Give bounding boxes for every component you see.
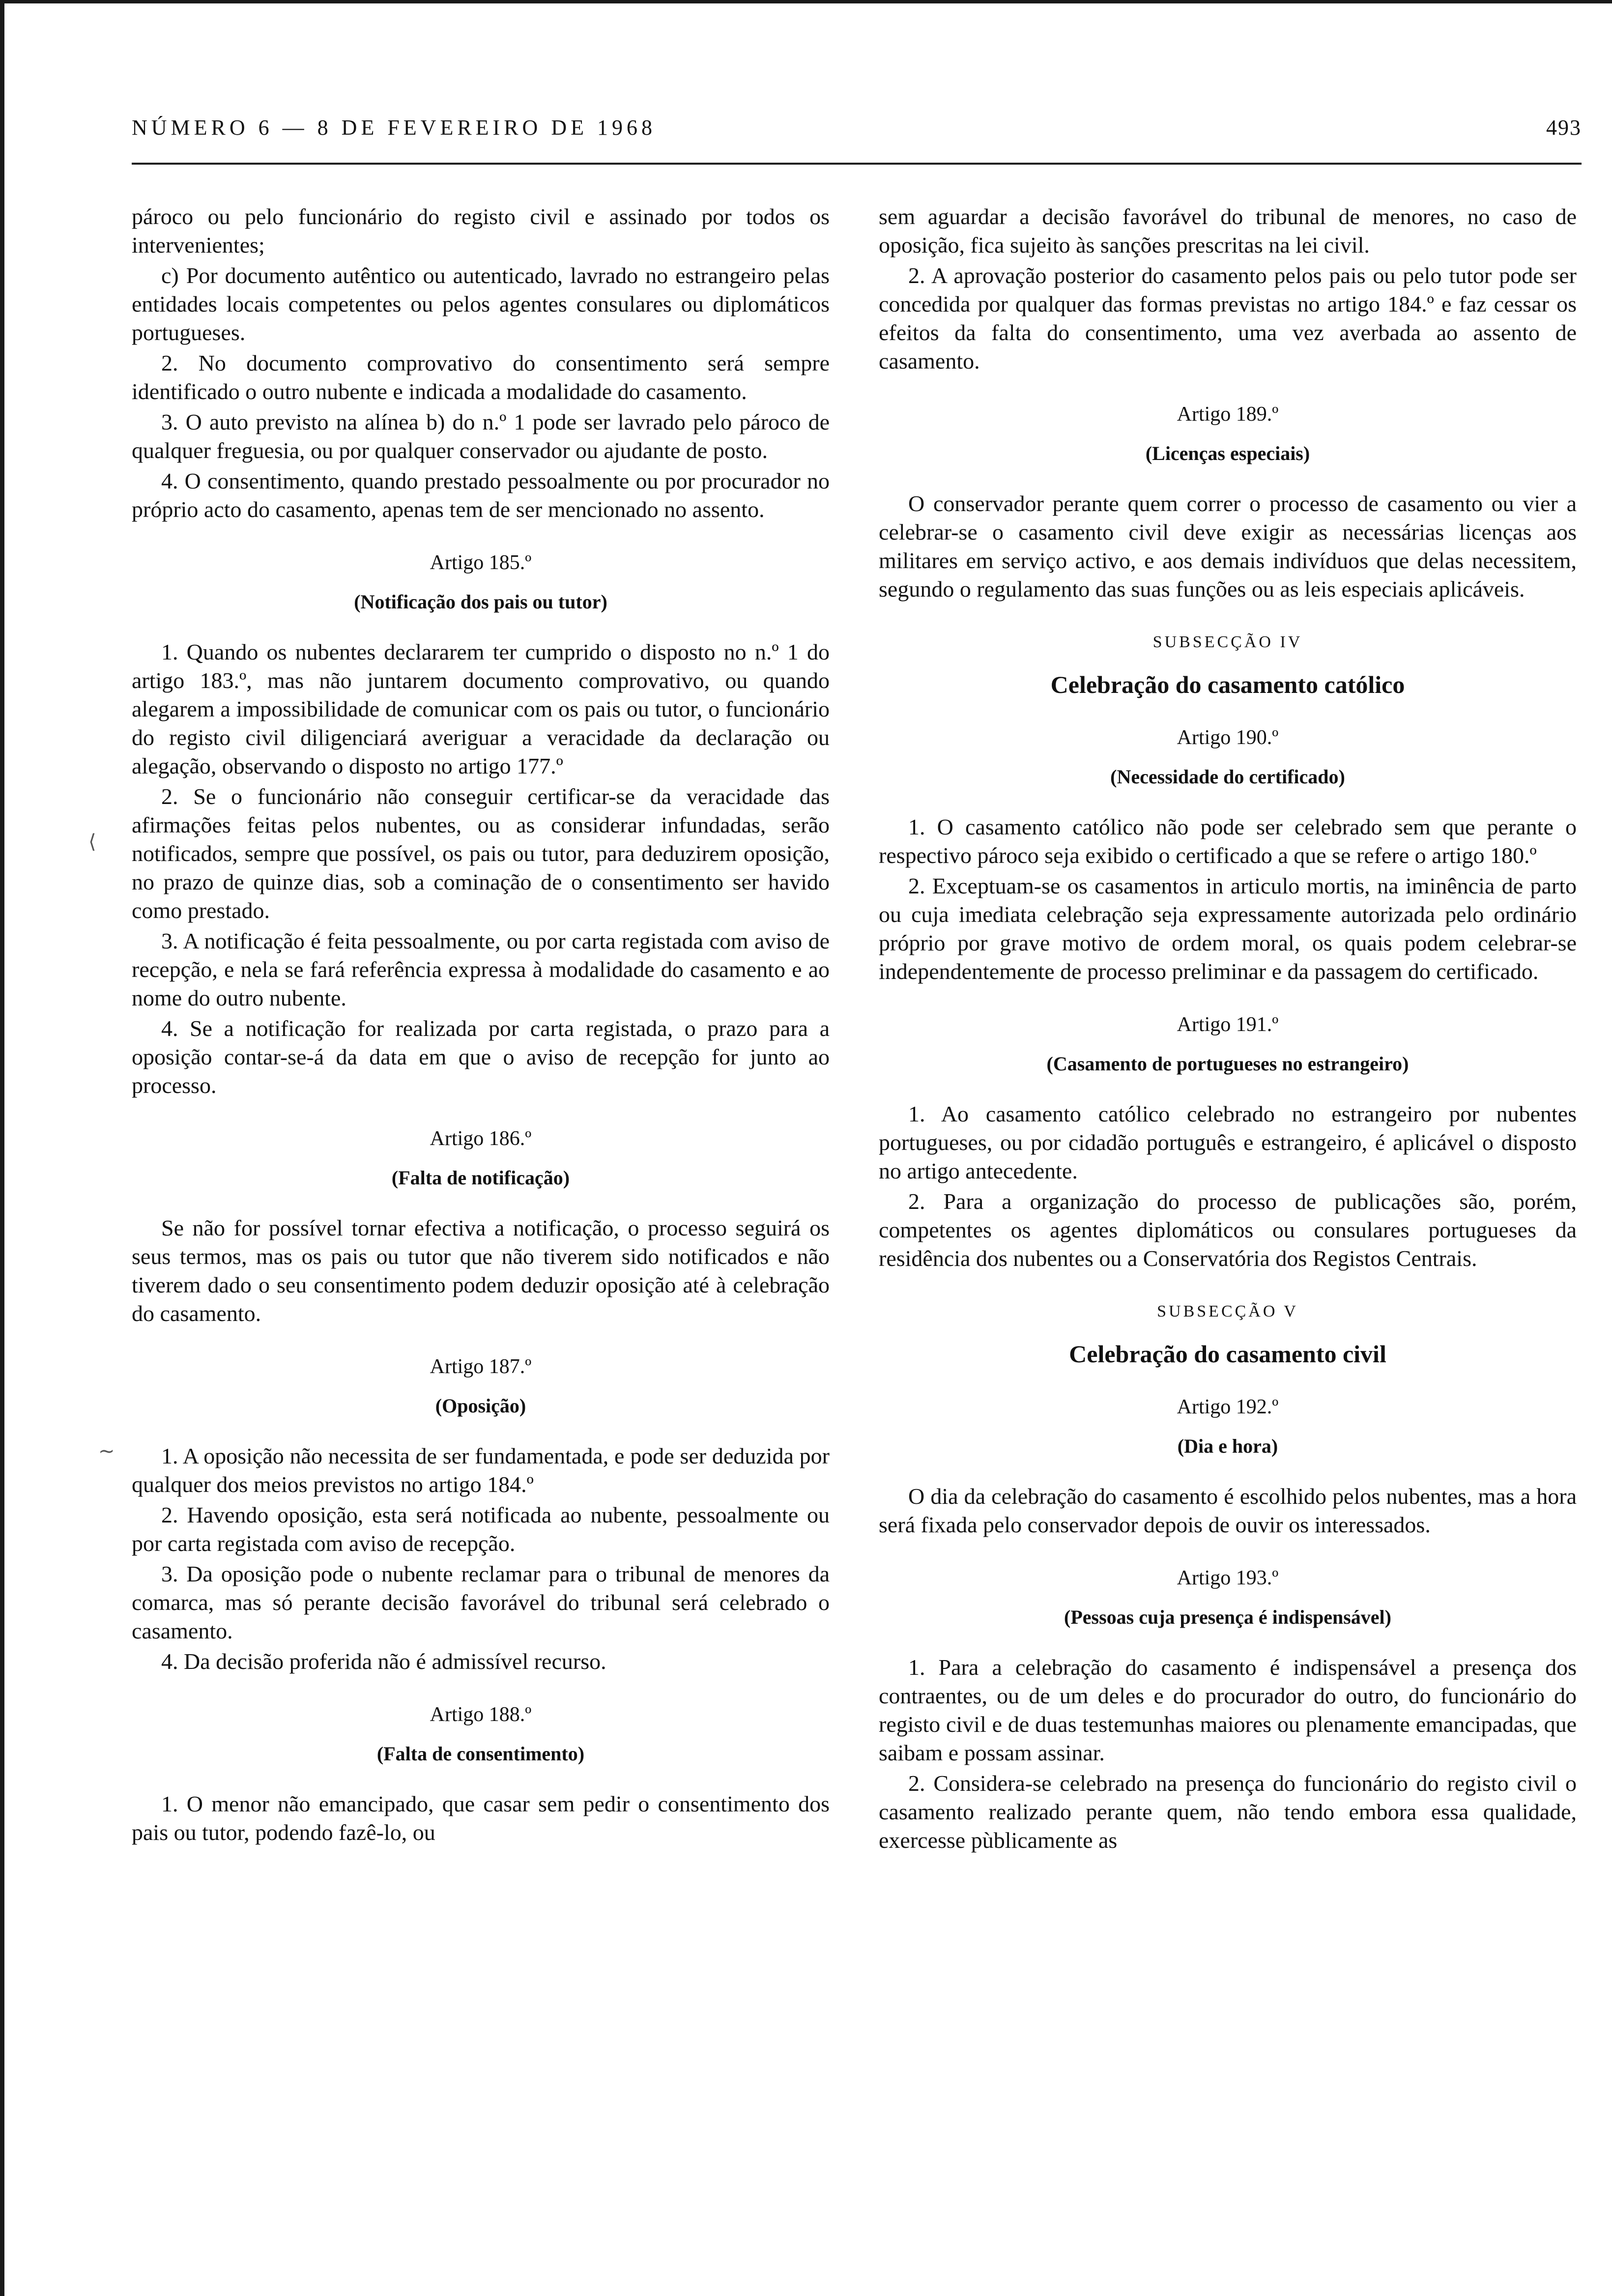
paragraph: 4. Da decisão proferida não é admissível recurso.: [161, 1649, 606, 1674]
paragraph: 1. A oposição não necessita de ser fundamentada, e pode ser deduzida por qualquer dos meios previstos no artigo 184.º: [132, 1443, 830, 1497]
paragraph: 2. Se o funcionário não conseguir certificar-se da veracidade das afirmações feitas pelos nubentes, ou as considerar infundadas, serão notificados, sempre que possível, os pais ou tutor, para deduzirem oposição, no prazo de quinze dias, sob a cominação de o consentimento ser havido como prestado.: [132, 784, 830, 923]
header-rule: [132, 163, 1582, 165]
article-heading: Artigo 191.º: [1177, 1013, 1279, 1036]
article-epigraph: (Oposição): [435, 1395, 526, 1417]
paragraph: 1. Para a celebração do casamento é indispensável a presença dos contraentes, ou de um deles e do procurador do outro, do funcionário do registo civil e de duas testemunhas maiores ou plenamente emancipadas, que saibam e possam assinar.: [879, 1655, 1577, 1765]
paragraph: 4. O consentimento, quando prestado pessoalmente ou por procurador no próprio acto do casamento, apenas tem de ser mencionado no assento.: [132, 468, 830, 522]
article-heading: Artigo 187.º: [430, 1355, 532, 1378]
paragraph: 2. Exceptuam-se os casamentos in articulo mortis, na iminência de parto ou cuja imediata celebração seja expressamente autorizada pelo ordinário próprio por grave motivo de ordem moral, os quais podem celebrar-se independentemente de processo preliminar e da passagem do certificado.: [879, 873, 1577, 984]
paragraph: 1. O casamento católico não pode ser celebrado sem que perante o respectivo pároco seja exibido o certificado a que se refere o artigo 180.º: [879, 814, 1577, 868]
header-title: NÚMERO 6 — 8 DE FEVEREIRO DE 1968: [132, 115, 656, 140]
paragraph: 2. Havendo oposição, esta será notificada ao nubente, pessoalmente ou por carta registada com aviso de recepção.: [132, 1502, 830, 1556]
subsection-title: Celebração do casamento civil: [1069, 1340, 1386, 1368]
article-epigraph: (Falta de notificação): [391, 1167, 570, 1189]
margin-mark-bracket: ⟨: [88, 831, 96, 853]
subsection-label: SUBSECÇÃO V: [1157, 1302, 1298, 1320]
paragraph: 2. A aprovação posterior do casamento pelos pais ou pelo tutor pode ser concedida por qualquer das formas previstas no artigo 184.º e faz cessar os efeitos da falta do consentimento, uma vez averbada ao assento de casamento.: [879, 263, 1577, 373]
paragraph: O dia da celebração do casamento é escolhido pelos nubentes, mas a hora será fixada pelo conservador depois de ouvir os interessados.: [879, 1484, 1577, 1537]
page-header: [132, 111, 1582, 145]
article-heading: Artigo 190.º: [1177, 726, 1279, 749]
article-epigraph: (Dia e hora): [1177, 1435, 1278, 1457]
article-heading: Artigo 186.º: [430, 1127, 532, 1150]
right-column: [879, 202, 1577, 1857]
left-column: [132, 202, 830, 1849]
article-epigraph: (Pessoas cuja presença é indispensável): [1064, 1606, 1391, 1628]
paragraph: 2. No documento comprovativo do consentimento será sempre identificado o outro nubente e indicada a modalidade do casamento.: [132, 350, 830, 404]
article-epigraph: (Necessidade do certificado): [1110, 766, 1345, 788]
paragraph: sem aguardar a decisão favorável do tribunal de menores, no caso de oposição, fica sujeito às sanções prescritas na lei civil.: [879, 204, 1577, 258]
paragraph: pároco ou pelo funcionário do registo civil e assinado por todos os intervenientes;: [132, 204, 830, 258]
article-heading: Artigo 193.º: [1177, 1567, 1279, 1589]
subsection-label: SUBSECÇÃO IV: [1152, 633, 1303, 651]
scan-top-edge: [0, 0, 1612, 3]
article-heading: Artigo 185.º: [430, 551, 532, 574]
paragraph: 3. A notificação é feita pessoalmente, ou por carta registada com aviso de recepção, e nela se fará referência expressa à modalidade do casamento e ao nome do outro nubente.: [132, 928, 830, 1010]
article-heading: Artigo 192.º: [1177, 1396, 1279, 1418]
scan-left-edge: [0, 0, 4, 2296]
paragraph: 1. O menor não emancipado, que casar sem pedir o consentimento dos pais ou tutor, podendo fazê-lo, ou: [132, 1791, 830, 1845]
paragraph: c) Por documento autêntico ou autenticado, lavrado no estrangeiro pelas entidades locais competentes ou pelos agentes consulares ou diplomáticos portugueses.: [132, 263, 830, 345]
page-number: 493: [1546, 115, 1582, 140]
paragraph: 1. Ao casamento católico celebrado no estrangeiro por nubentes portugueses, ou por cidadão português e estrangeiro, é aplicável o disposto no artigo antecedente.: [879, 1101, 1577, 1183]
margin-mark-dash: ~: [98, 1440, 115, 1463]
paragraph: Se não for possível tornar efectiva a notificação, o processo seguirá os seus termos, mas os pais ou tutor que não tiverem sido notificados e não tiverem dado o seu consentimento podem deduzir oposição até à celebração do casamento.: [132, 1215, 830, 1326]
article-heading: Artigo 188.º: [430, 1703, 532, 1726]
subsection-title: Celebração do casamento católico: [1050, 671, 1405, 698]
article-epigraph: (Licenças especiais): [1145, 442, 1310, 464]
paragraph: 1. Quando os nubentes declararem ter cumprido o disposto no n.º 1 do artigo 183.º, mas não juntarem documento comprovativo, ou quando alegarem a impossibilidade de comunicar com os pais ou tutor, o funcionário do registo civil diligenciará averiguar a veracidade da declaração ou alegação, observando o disposto no artigo 177.º: [132, 639, 830, 778]
paragraph: O conservador perante quem correr o processo de casamento ou vier a celebrar-se o casamento civil deve exigir as necessárias licenças aos militares em serviço activo, e aos demais indivíduos que delas necessitem, segundo o regulamento das suas funções ou as leis especiais aplicáveis.: [879, 491, 1577, 602]
paragraph: 2. Considera-se celebrado na presença do funcionário do registo civil o casamento realizado perante quem, não tendo embora essa qualidade, exercesse pùblicamente as: [879, 1771, 1577, 1853]
article-epigraph: (Notificação dos pais ou tutor): [354, 591, 607, 613]
paragraph: 4. Se a notificação for realizada por carta registada, o prazo para a oposição contar-se-á da data em que o aviso de recepção for junto ao processo.: [132, 1016, 830, 1098]
article-epigraph: (Falta de consentimento): [376, 1743, 585, 1765]
article-epigraph: (Casamento de portugueses no estrangeiro): [1046, 1053, 1409, 1075]
paragraph: 3. Da oposição pode o nubente reclamar para o tribunal de menores da comarca, mas só perante decisão favorável do tribunal será celebrado o casamento.: [132, 1561, 830, 1643]
paragraph: 2. Para a organização do processo de publicações são, porém, competentes os agentes diplomáticos ou consulares portugueses da residência dos nubentes ou a Conservatória dos Registos Centrais.: [879, 1189, 1577, 1271]
article-heading: Artigo 189.º: [1177, 403, 1279, 426]
paragraph: 3. O auto previsto na alínea b) do n.º 1 pode ser lavrado pelo pároco de qualquer freguesia, ou por qualquer conservador ou ajudante de posto.: [132, 409, 830, 463]
